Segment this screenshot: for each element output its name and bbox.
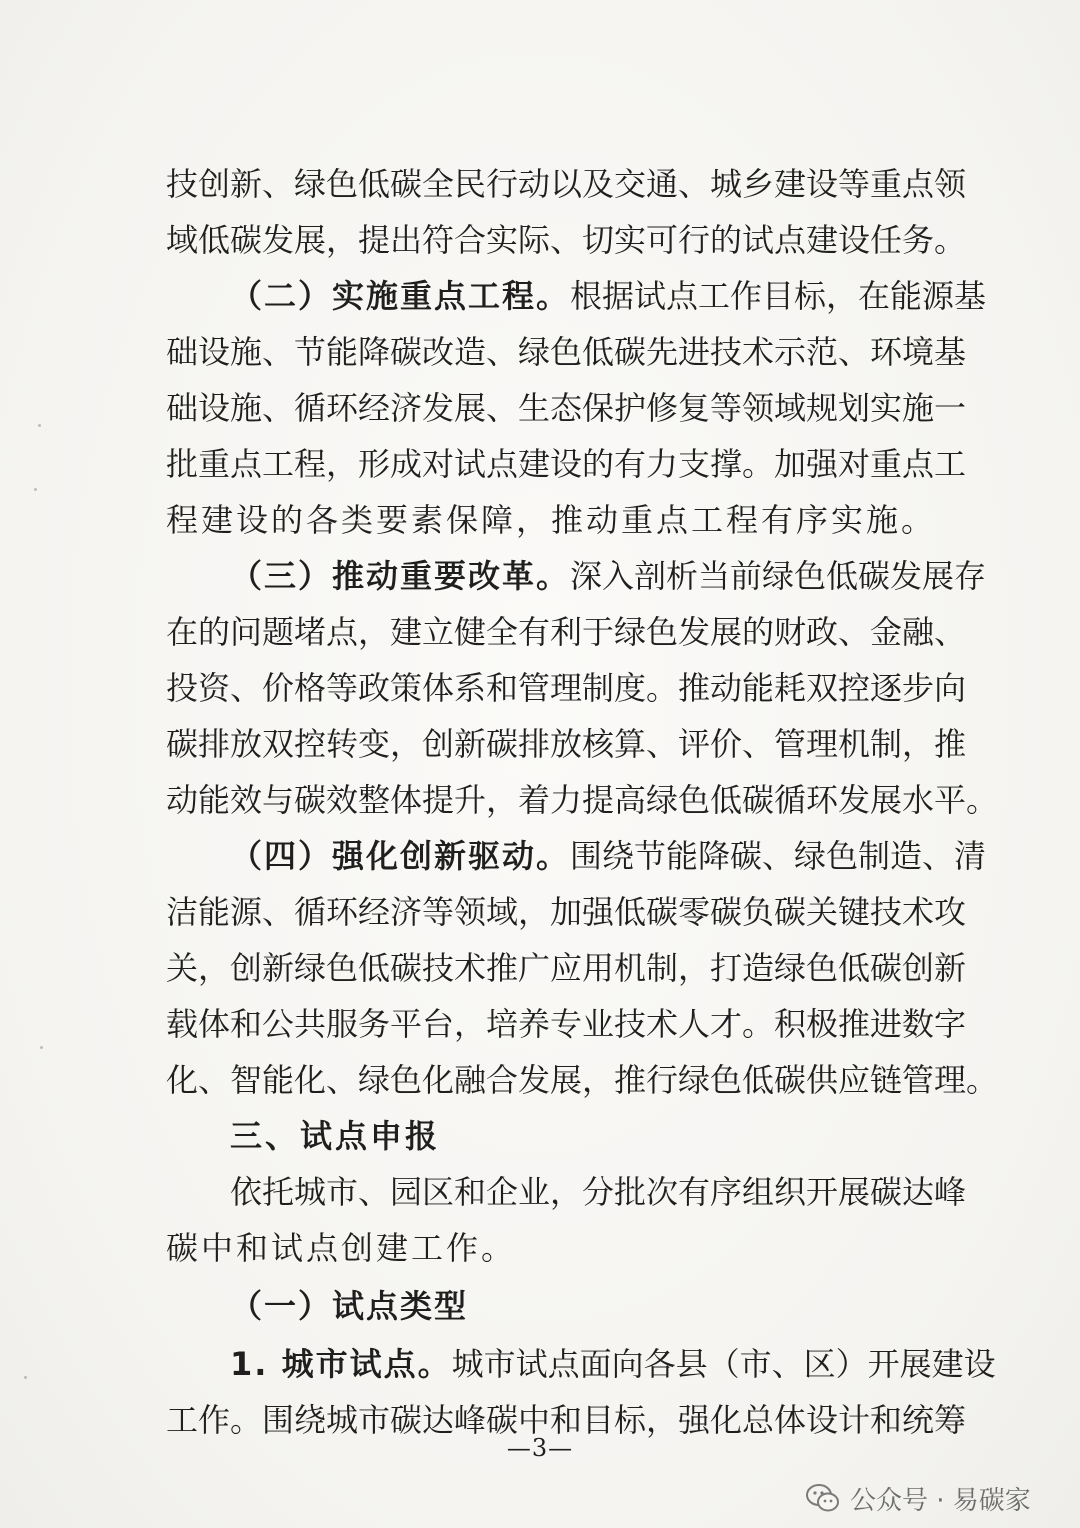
line-text: 在的问题堵点，建立健全有利于绿色发展的财政、金融、 <box>166 613 967 651</box>
text-line <box>166 380 967 436</box>
section-heading: （三）推动重要改革。 <box>230 557 571 595</box>
text-line <box>166 996 967 1052</box>
line-text: 依托城市、园区和企业，分批次有序组织开展碳达峰 <box>230 1173 967 1211</box>
section-line <box>230 548 987 604</box>
text-line <box>166 1220 926 1276</box>
line-text: 关，创新绿色低碳技术推广应用机制，打造绿色低碳创新 <box>166 949 967 987</box>
watermark <box>806 1478 1031 1518</box>
text-line <box>230 1164 967 1220</box>
section-heading: （二）实施重点工程。 <box>230 277 571 315</box>
wechat-official-account-icon <box>806 1483 840 1513</box>
scan-speck <box>40 1046 43 1049</box>
scan-speck <box>34 488 37 491</box>
line-text: 载体和公共服务平台，培养专业技术人才。积极推进数字 <box>166 1005 967 1043</box>
line-text: 洁能源、循环经济等领域，加强低碳零碳负碳关键技术攻 <box>166 893 967 931</box>
section-heading: （四）强化创新驱动。 <box>230 837 571 875</box>
text-line <box>166 492 937 548</box>
text-line <box>166 660 967 716</box>
text-line <box>166 940 967 996</box>
line-text: 城市试点面向各县（市、区）开展建设 <box>451 1345 996 1383</box>
section-heading: （一）试点类型 <box>230 1287 469 1325</box>
line-text: 程建设的各类要素保障，推动重点工程有序实施。 <box>166 501 937 539</box>
line-text: 础设施、节能降碳改造、绿色低碳先进技术示范、环境基 <box>166 333 967 371</box>
line-text: 域低碳发展，提出符合实际、切实可行的试点建设任务。 <box>166 221 967 259</box>
section-line <box>230 1278 926 1334</box>
line-text: 动能效与碳效整体提升，着力提高绿色低碳循环发展水平。 <box>166 781 999 819</box>
line-text: 化、智能化、绿色化融合发展，推行绿色低碳供应链管理。 <box>166 1061 999 1099</box>
section-line <box>230 828 987 884</box>
line-text: 深入剖析当前绿色低碳发展存 <box>570 557 987 595</box>
section-line <box>230 268 987 324</box>
text-line <box>166 1052 999 1108</box>
text-line <box>166 716 967 772</box>
text-line <box>166 884 967 940</box>
section-heading: 1. 城市试点。 <box>230 1345 452 1383</box>
page-number: —3— <box>506 1434 574 1462</box>
line-text: 投资、价格等政策体系和管理制度。推动能耗双控逐步向 <box>166 669 967 707</box>
line-text: 技创新、绿色低碳全民行动以及交通、城乡建设等重点领 <box>166 165 967 203</box>
scan-speck <box>38 424 41 427</box>
line-text: 碳中和试点创建工作。 <box>166 1229 517 1267</box>
line-text: 工作。围绕城市碳达峰碳中和目标，强化总体设计和统筹 <box>166 1401 967 1439</box>
line-text: 根据试点工作目标，在能源基 <box>570 277 987 315</box>
chapter-heading: 三、试点申报 <box>230 1117 441 1155</box>
line-text: 碳排放双控转变，创新碳排放核算、评价、管理机制，推 <box>166 725 967 763</box>
text-line <box>166 436 967 492</box>
watermark-text: 公众号 · 易碳家 <box>850 1485 1031 1516</box>
text-line <box>166 324 967 380</box>
line-text: 础设施、循环经济发展、生态保护修复等领域规划实施一 <box>166 389 967 427</box>
line-text: 围绕节能降碳、绿色制造、清 <box>570 837 987 875</box>
line-text: 批重点工程，形成对试点建设的有力支撑。加强对重点工 <box>166 445 967 483</box>
section-line <box>230 1336 996 1392</box>
text-line <box>166 772 999 828</box>
scan-speck <box>24 1376 27 1379</box>
text-line <box>166 604 967 660</box>
text-line <box>166 212 967 268</box>
chapter-heading-line <box>230 1108 926 1164</box>
text-line <box>166 156 967 212</box>
